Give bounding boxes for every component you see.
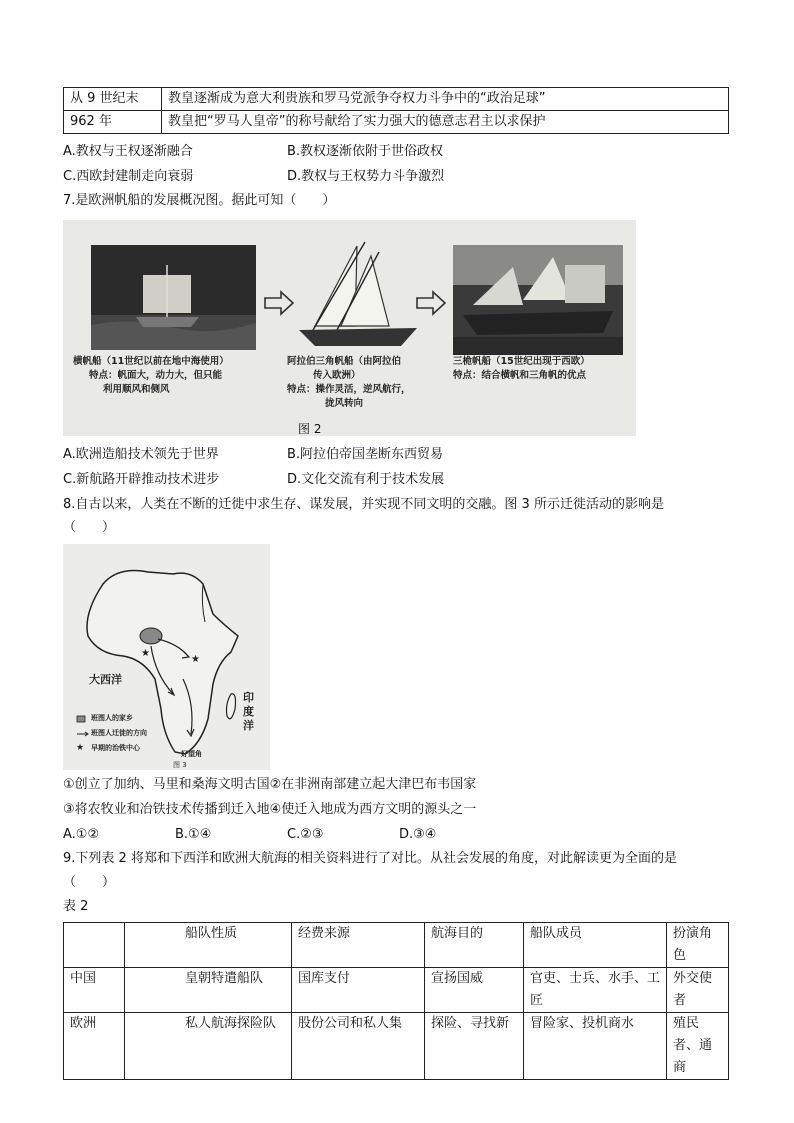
table-row [64, 88, 729, 111]
table-header-cell: 船队成员 [524, 923, 667, 968]
table-cell: 从 9 世纪末 [64, 88, 162, 111]
table-cell: 962 年 [64, 111, 162, 134]
svg-text:★: ★ [191, 654, 200, 665]
ship1-caption-line2: 特点：帆面大，动力大，但只能 [89, 370, 223, 381]
q6-table [63, 87, 729, 134]
table-cell: 殖民者、通商 [667, 1013, 729, 1080]
table-cell: 欧洲 [64, 1013, 125, 1080]
table-cell: 教皇把“罗马人皇帝”的称号献给了实力强大的德意志君主以求保护 [162, 111, 729, 134]
ship3-caption-line1: 三桅帆船（15世纪出现于西欧） [453, 356, 590, 367]
q8-option-a: A.①② [63, 827, 100, 842]
legend-bantu-homeland: 班图人的家乡 [91, 714, 133, 722]
q8-option-c: C.②③ [287, 827, 324, 842]
lateen-sail-ship-image [293, 238, 423, 353]
q6-option-d: D.教权与王权势力斗争激烈 [287, 169, 445, 184]
q8-statements-line2: ③将农牧业和冶铁技术传播到迁入地④使迁入地成为西方文明的源头之一 [63, 802, 477, 817]
table-header-cell: 船队性质 [125, 923, 292, 968]
q8-stem-line2: （ ） [63, 520, 116, 535]
q9-stem-line1: 9.下列表 2 将郑和下西洋和欧洲大航海的相关资料进行了对比。从社会发展的角度，对此解读更为全面的是 [63, 851, 677, 866]
table-cell: 私人航海探险队 [125, 1013, 292, 1080]
q8-option-d: D.③④ [399, 827, 437, 842]
atlantic-ocean-label: 大西洋 [89, 673, 122, 686]
table-cell: 国库支付 [292, 968, 425, 1013]
table-cell: 中国 [64, 968, 125, 1013]
arrow-right-icon [415, 290, 447, 316]
arrow-right-icon [263, 290, 295, 316]
q8-statements-line1: ①创立了加纳、马里和桑海文明古国②在非洲南部建立起大津巴布韦国家 [63, 777, 477, 792]
q7-option-a: A.欧洲造船技术领先于世界 [63, 447, 219, 462]
ship2-caption-line1: 阿拉伯三角帆船（由阿拉伯 [287, 356, 402, 367]
indian-ocean-label-2: 度 [243, 705, 254, 718]
legend-iron-center: 早期的治铁中心 [91, 744, 140, 752]
q6-option-c: C.西欧封建制走向衰弱 [63, 169, 194, 184]
table-cell: 教皇逐渐成为意大利贵族和罗马党派争夺权力斗争中的“政治足球” [162, 88, 729, 111]
table-cell: 官吏、士兵、水手、工匠 [524, 968, 667, 1013]
q7-option-c: C.新航路开辟推动技术进步 [63, 472, 220, 487]
figure-label: 图 2 [298, 422, 322, 436]
map-figure-label: 图 3 [173, 761, 187, 769]
table-cell: 宣扬国威 [425, 968, 524, 1013]
ship1-caption-line3: 利用顺风和侧风 [103, 384, 170, 395]
ship2-caption-line4: 拢风转向 [325, 398, 364, 409]
q6-option-b: B.教权逐渐依附于世俗政权 [287, 144, 444, 159]
three-mast-ship-image [453, 245, 623, 355]
ship2-caption-line2: 传入欧洲） [313, 370, 361, 381]
indian-ocean-label-1: 印 [243, 691, 254, 704]
legend-migration-direction: 班图人迁徙的方向 [91, 729, 147, 737]
table-row [64, 1013, 729, 1080]
square-sail-ship-image [91, 245, 256, 350]
table-row [64, 111, 729, 134]
table-cell: 冒险家、投机商水 [524, 1013, 667, 1080]
cape-of-good-hope-label: 好望角 [181, 750, 202, 758]
svg-text:★: ★ [76, 743, 85, 753]
table-header-cell: 航海目的 [425, 923, 524, 968]
table-row [64, 968, 729, 1013]
svg-text:★: ★ [141, 648, 150, 659]
q8-option-b: B.①④ [175, 827, 212, 842]
q7-figure [63, 220, 636, 436]
q9-stem-line2: （ ） [63, 875, 116, 890]
ship3-caption-line2: 特点：结合横帆和三角帆的优点 [453, 370, 587, 381]
ship2-caption-line3: 特点：操作灵活，逆风航行， [287, 384, 411, 395]
table-header-cell: 扮演角色 [667, 923, 729, 968]
table-cell: 外交使者 [667, 968, 729, 1013]
table-header-cell [64, 923, 125, 968]
q8-map [63, 544, 270, 770]
q7-stem: 7.是欧洲帆船的发展概况图。据此可知（ ） [63, 193, 336, 208]
q7-option-b: B.阿拉伯帝国垄断东西贸易 [287, 447, 444, 462]
table-header-row [64, 923, 729, 968]
ship1-caption-line1: 横帆船（11世纪以前在地中海使用） [73, 356, 229, 367]
table-header-cell: 经费来源 [292, 923, 425, 968]
table-cell: 股份公司和私人集 [292, 1013, 425, 1080]
q7-option-d: D.文化交流有利于技术发展 [287, 472, 445, 487]
q9-table-label: 表 2 [63, 899, 89, 914]
q8-stem-line1: 8.自古以来，人类在不断的迁徙中求生存、谋发展，并实现不同文明的交融。图 3 所示迁徙活动的影响是 [63, 497, 664, 512]
q6-option-a: A.教权与王权逐渐融合 [63, 144, 193, 159]
q9-table [63, 922, 729, 1080]
table-cell: 皇朝特遣船队 [125, 968, 292, 1013]
table-cell: 探险、寻找新 [425, 1013, 524, 1080]
indian-ocean-label-3: 洋 [243, 719, 254, 732]
